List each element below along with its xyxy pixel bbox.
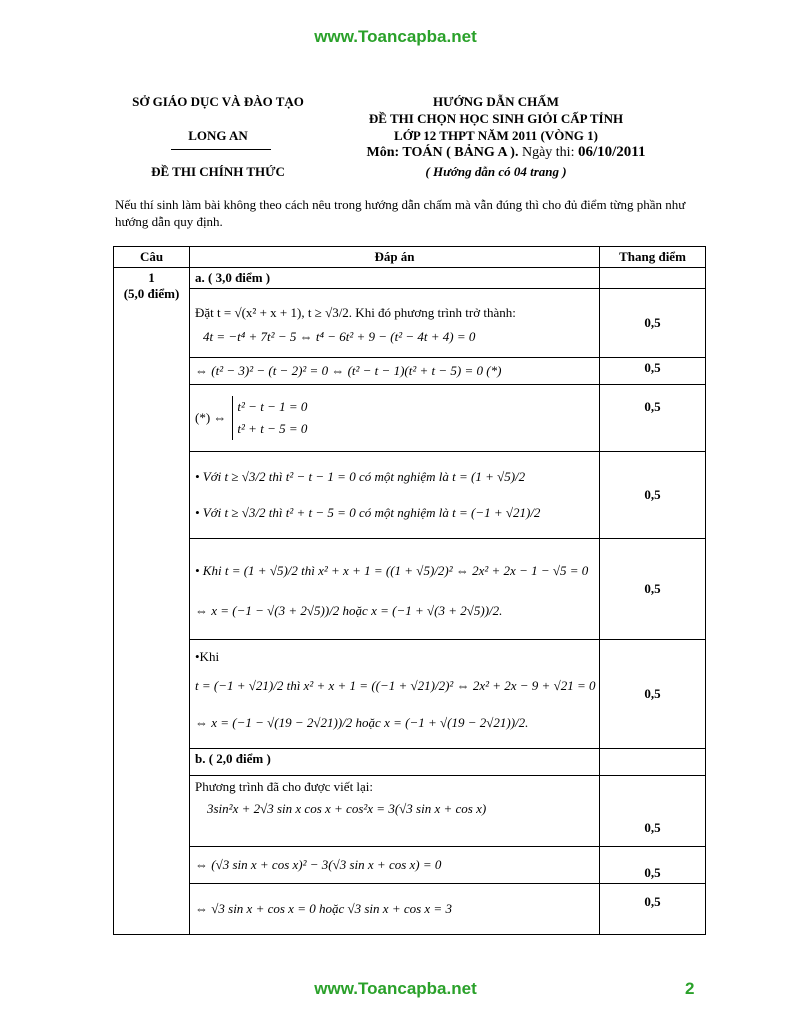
a1-equation: 4t = −t⁴ + 7t² − 5 ⇔ t⁴ − 6t² + 9 − (t² − 4t + 4) = 0 [203,329,476,344]
score-b1: 0,5 [600,776,706,847]
a3-system [195,396,594,440]
a3-eq2: t² + t − 5 = 0 [237,421,308,436]
table-row [114,884,706,935]
score-b2: 0,5 [600,847,706,884]
a2-equation: ⇔ (t² − 3)² − (t − 2)² = 0 ⇔ (t² − t − 1)(t² + t − 5) = 0 (*) [195,363,502,378]
answer-a4 [190,452,600,539]
table-row [114,385,706,452]
table-row [114,289,706,358]
answer-a5 [190,539,600,640]
exam-title: ĐỀ THI CHỌN HỌC SINH GIỎI CẤP TỈNH [368,111,624,126]
a4-line2: • Với t ≥ √3/2 thì t² + t − 5 = 0 có một nghiệm là t = (−1 + √21)/2 [195,505,541,520]
question-cell [114,268,190,935]
part-b-heading [190,749,600,776]
exam-status: ĐỀ THI CHÍNH THỨC [151,164,285,179]
a5-line1: • Khi t = (1 + √5)/2 thì x² + x + 1 = ((1 + √5)/2)² ⇔ 2x² + 2x − 1 − √5 = 0 [195,563,589,578]
answer-b3 [190,884,600,935]
col-header-score: Thang điểm [600,247,706,268]
b1-text: Phương trình đã cho được viết lại: [195,779,374,794]
b3-equation: ⇔ √3 sin x + cos x = 0 hoặc √3 sin x + cos x = 3 [195,901,452,916]
a6-line2: ⇔ x = (−1 − √(19 − 2√21))/2 hoặc x = (−1 + √(19 − 2√21))/2. [195,715,529,730]
part-a-label: a. ( 3,0 điểm ) [195,270,271,285]
table-row [114,749,706,776]
table-row [114,847,706,884]
answer-b2 [190,847,600,884]
grading-table [113,246,706,935]
table-row [114,452,706,539]
table-row [114,776,706,847]
table-row [114,358,706,385]
score-b3: 0,5 [600,884,706,935]
score-a6: 0,5 [600,640,706,749]
table-header-row [114,247,706,268]
a3-prefix: (*) ⇔ [195,410,227,425]
pages-note: ( Hướng dẫn có 04 trang ) [425,164,567,179]
intro-note: Nếu thí sinh làm bài không theo cách nêu trong hướng dẫn chấm mà vẫn đúng thì cho đủ điểm từng phần như hướng dẫn quy định. [115,197,686,229]
answer-a1 [190,289,600,358]
doc-title: HƯỚNG DẪN CHẤM [433,94,559,109]
table-row [114,268,706,289]
empty-score-cell [600,749,706,776]
score-a5: 0,5 [600,539,706,640]
department-name: SỞ GIÁO DỤC VÀ ĐÀO TẠO [132,94,304,109]
score-a4: 0,5 [600,452,706,539]
page-number: 2 [685,979,695,998]
a1-text: Đặt t = √(x² + x + 1), t ≥ √3/2. Khi đó phương trình trở thành: [195,305,516,320]
site-footer-url: www.Toancapba.net [314,979,477,998]
table-row [114,539,706,640]
table-row [114,640,706,749]
part-b-label: b. ( 2,0 điểm ) [195,751,271,766]
part-a-heading [190,268,600,289]
site-header-url: www.Toancapba.net [314,27,477,46]
score-a3: 0,5 [600,385,706,452]
score-a2: 0,5 [600,358,706,385]
date-label: Ngày thi: [521,145,575,160]
answer-a2 [190,358,600,385]
question-number: 1 [148,270,155,285]
b1-equation: 3sin²x + 2√3 sin x cos x + cos²x = 3(√3 sin x + cos x) [207,801,487,816]
a3-bracket [232,396,307,440]
a4-line1: • Với t ≥ √3/2 thì t² − t − 1 = 0 có một nghiệm là t = (1 + √5)/2 [195,469,526,484]
answer-b1 [190,776,600,847]
date-value: 06/10/2011 [577,144,646,160]
province-name: LONG AN [188,128,248,143]
a6-line0: •Khi [195,649,220,664]
header-divider [171,149,271,150]
answer-a3 [190,385,600,452]
subject-line [346,144,666,161]
b2-equation: ⇔ (√3 sin x + cos x)² − 3(√3 sin x + cos x) = 0 [195,857,442,872]
question-points: (5,0 điểm) [123,286,180,301]
answer-a6 [190,640,600,749]
col-header-question: Câu [114,247,190,268]
score-a1: 0,5 [600,289,706,358]
empty-score-cell [600,268,706,289]
subject-label: Môn: TOÁN ( BẢNG A ). [366,145,519,160]
col-header-answer: Đáp án [190,247,600,268]
a3-eq1: t² − t − 1 = 0 [237,399,308,414]
a6-line1: t = (−1 + √21)/2 thì x² + x + 1 = ((−1 + √21)/2)² ⇔ 2x² + 2x − 9 + √21 = 0 [195,678,596,693]
exam-grade: LỚP 12 THPT NĂM 2011 (VÒNG 1) [394,128,598,143]
a5-line2: ⇔ x = (−1 − √(3 + 2√5))/2 hoặc x = (−1 + √(3 + 2√5))/2. [195,603,503,618]
